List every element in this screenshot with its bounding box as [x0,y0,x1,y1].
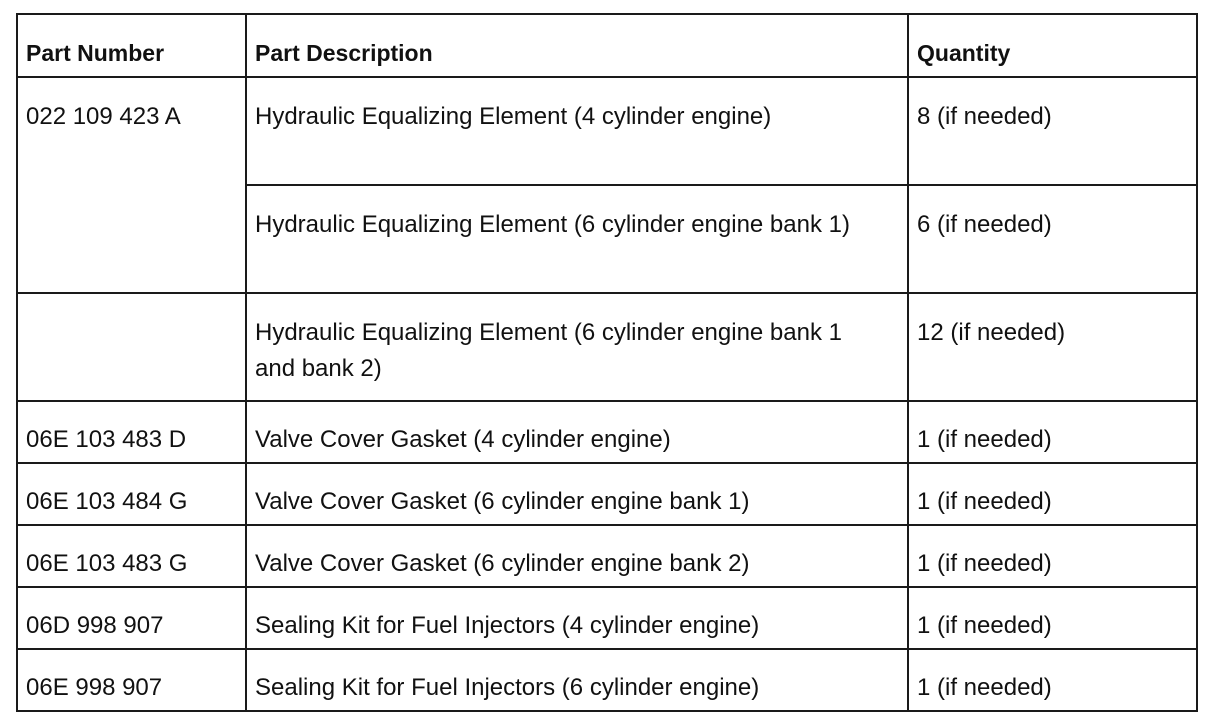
cell-part-number: 06E 103 483 D [17,401,246,463]
cell-quantity: 12 (if needed) [908,293,1197,401]
table-row [17,649,1197,711]
cell-description: Valve Cover Gasket (6 cylinder engine bank 1) [246,463,908,525]
cell-quantity: 6 (if needed) [908,185,1197,293]
cell-part-number: 06E 103 483 G [17,525,246,587]
cell-quantity: 1 (if needed) [908,401,1197,463]
cell-quantity: 1 (if needed) [908,587,1197,649]
parts-table [16,13,1198,712]
cell-description [246,185,908,293]
table-row [17,587,1197,649]
cell-description [246,77,908,185]
header-part-number: Part Number [17,14,246,77]
header-part-description: Part Description [246,14,908,77]
table-row [17,525,1197,587]
cell-description: Sealing Kit for Fuel Injectors (6 cylinder engine) [246,649,908,711]
cell-quantity: 8 (if needed) [908,77,1197,185]
cell-quantity: 1 (if needed) [908,649,1197,711]
description-text: Hydraulic Equalizing Element (6 cylinder engine bank 1 and bank 2) [255,319,842,382]
table-row [17,401,1197,463]
description-text: Hydraulic Equalizing Element (6 cylinder engine bank 1) [255,211,850,238]
table-header-row [17,14,1197,77]
cell-part-number: 06D 998 907 [17,587,246,649]
cell-description: Sealing Kit for Fuel Injectors (4 cylinder engine) [246,587,908,649]
cell-part-number: 06E 998 907 [17,649,246,711]
cell-quantity: 1 (if needed) [908,525,1197,587]
cell-part-number [17,293,246,401]
description-text: Hydraulic Equalizing Element (4 cylinder engine) [255,103,772,130]
cell-description [246,293,908,401]
cell-part-number: 06E 103 484 G [17,463,246,525]
header-quantity: Quantity [908,14,1197,77]
cell-description: Valve Cover Gasket (6 cylinder engine bank 2) [246,525,908,587]
table-row [17,463,1197,525]
table-row [17,77,1197,185]
cell-part-number: 022 109 423 A [17,77,246,293]
cell-description: Valve Cover Gasket (4 cylinder engine) [246,401,908,463]
cell-quantity: 1 (if needed) [908,463,1197,525]
table-row [17,293,1197,401]
